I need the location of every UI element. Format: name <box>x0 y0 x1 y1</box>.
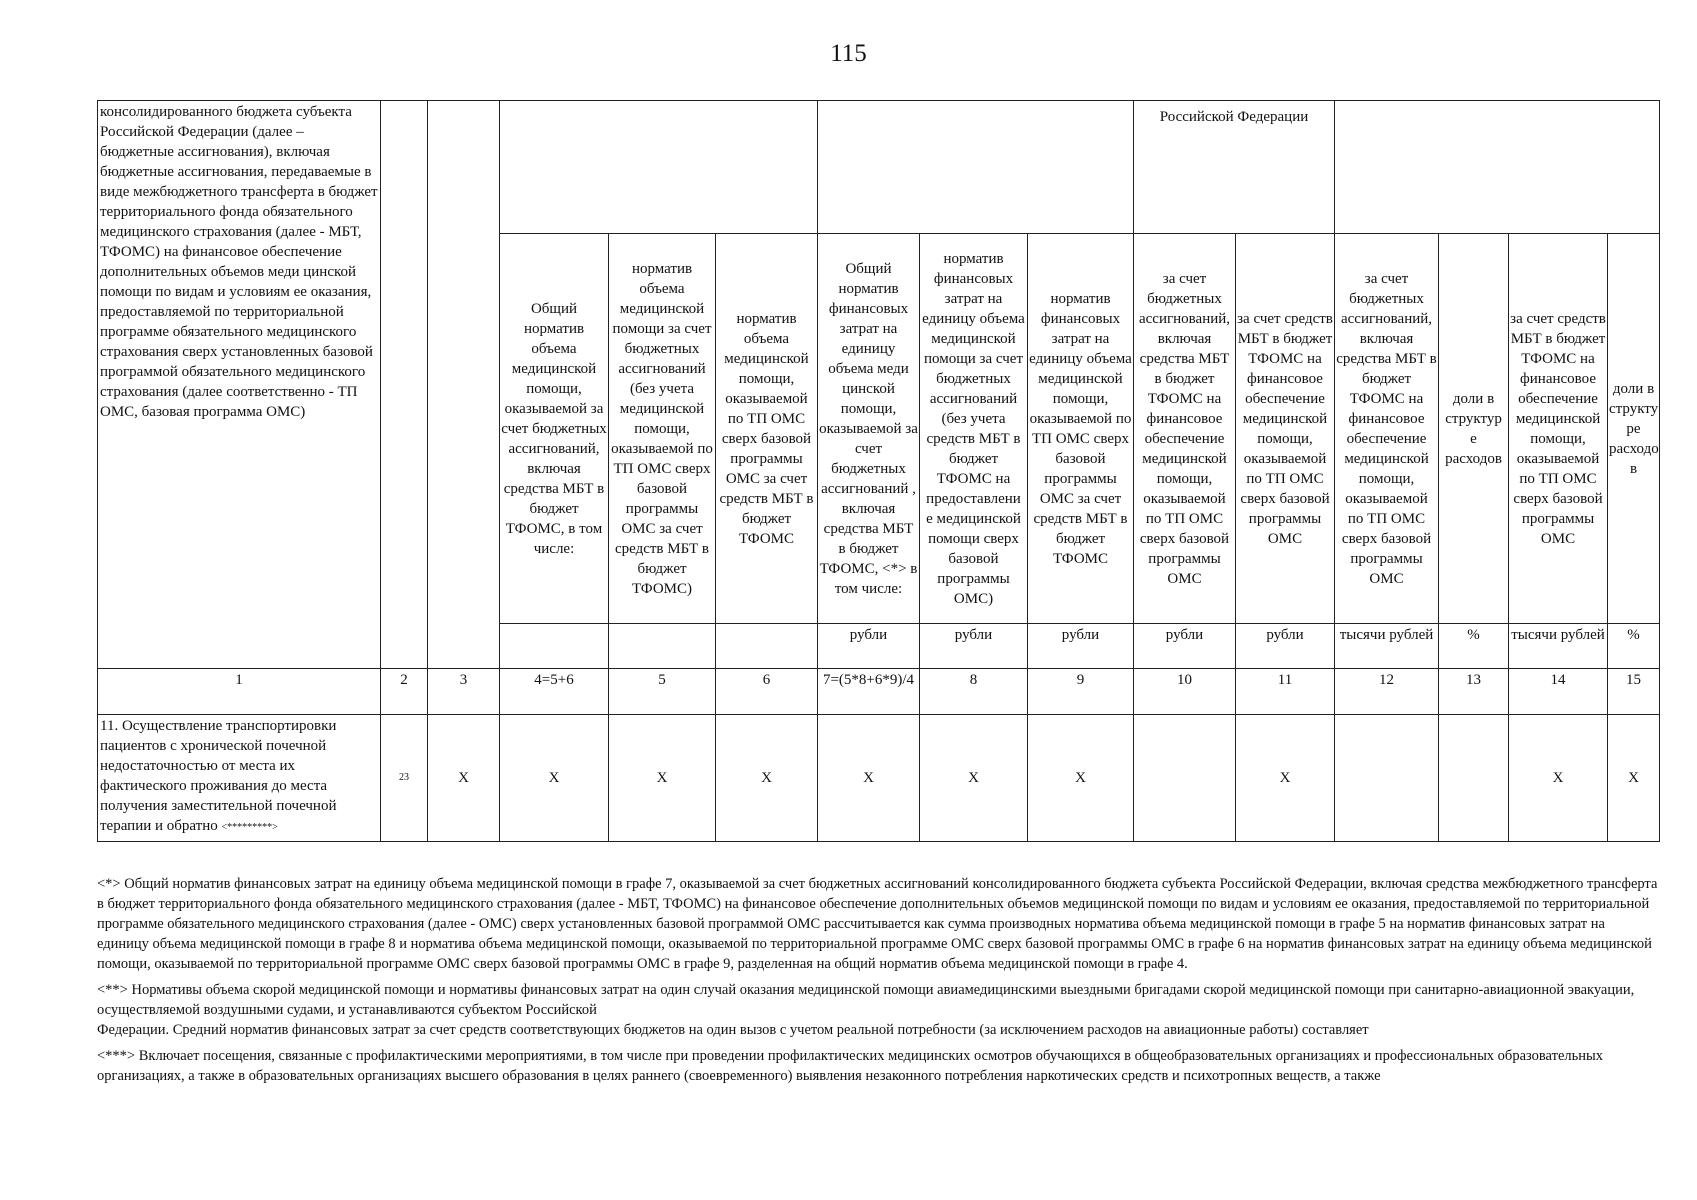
unit-cell-8: рубли <box>920 624 1028 669</box>
footnote-2-continuation: Федерации. Средний норматив финансовых затрат за счет средств соответствующих бюджетов на один вызов с учетом реальной потребности (за исключением расходов на авиационные работы) составляет <box>97 1022 1369 1038</box>
col-number-15: 15 <box>1608 669 1660 715</box>
col-header-9: норматив финансовых затрат на единицу объема медицинской помощи, оказываемой по ТП ОМС сверх базовой программы ОМС за счет средств МБТ в бюджет ТФОМС <box>1028 234 1134 624</box>
group-header-volume <box>500 101 818 234</box>
data-row-label <box>98 715 381 842</box>
unit-cell-11: рубли <box>1236 624 1335 669</box>
data-cell-12 <box>1335 715 1439 842</box>
data-cell-5: X <box>609 715 716 842</box>
col-number-12: 12 <box>1335 669 1439 715</box>
group-header-rf: Российской Федерации <box>1134 101 1335 234</box>
unit-cell-13: % <box>1439 624 1509 669</box>
data-cell-14: X <box>1509 715 1608 842</box>
data-cell-3: X <box>428 715 500 842</box>
col-number-13: 13 <box>1439 669 1509 715</box>
col-number-9: 9 <box>1028 669 1134 715</box>
col-header-4: Общий норматив объема медицинской помощи, оказываемой за счет бюджетных ассигнований, включая средства МБТ в бюджет ТФОМС, в том числе: <box>500 234 609 624</box>
data-cell-8: X <box>920 715 1028 842</box>
data-cell-15: X <box>1608 715 1660 842</box>
unit-cell-12: тысячи рублей <box>1335 624 1439 669</box>
col-number-2: 2 <box>381 669 428 715</box>
group-header-structure <box>1335 101 1660 234</box>
col-number-4: 4=5+6 <box>500 669 609 715</box>
footnote-3: <***> Включает посещения, связанные с профилактическими мероприятиями, в том числе при проведении профилактических медицинских осмотров обучающихся в общеобразовательных организациях и профессиональных образовательных организациях, а также в образовательных организациях высшего образования в целях раннего (своевременного) выявления незаконного потребления наркотических средств и психотропных веществ, а также <box>97 1048 1603 1084</box>
col-header-8: норматив финансовых затрат на единицу объема медицинской помощи за счет бюджетных ассигнований (без учета средств МБТ в бюджет ТФОМС на предоставлени е медицинской помощи сверх базовой программы ОМС) <box>920 234 1028 624</box>
col-header-15: доли в структу ре расходо в <box>1608 234 1660 624</box>
data-cell-7: X <box>818 715 920 842</box>
unit-cell-7: рубли <box>818 624 920 669</box>
data-row-label-note: <*********> <box>221 822 278 833</box>
col-header-12: за счет бюджетных ассигнований, включая средства МБТ в бюджет ТФОМС на финансовое обеспечение медицинской помощи, оказываемой по ТП ОМС сверх базовой программы ОМС <box>1335 234 1439 624</box>
footnotes <box>97 874 1659 1092</box>
unit-cell-4 <box>500 624 609 669</box>
normative-table <box>97 100 1660 842</box>
footnote-1: <*> Общий норматив финансовых затрат на единицу объема медицинской помощи в графе 7, оказываемой за счет бюджетных ассигнований консолидированного бюджета субъекта Российской Федерации, включая средства межбюджетного трансферта в бюджет территориального фонда обязательного медицинского страхования (далее - МБТ, ТФОМС) на финансовое обеспечение дополнительных объемов медицинской помощи по видам и условиям ее оказания, предоставляемой по территориальной программе обязательного медицинского страхования (далее - ОМС) сверх установленных базовой программой ОМС рассчитывается как сумма производных норматива объема медицинской помощи в графе 5 на норматив финансовых затрат на единицу объема медицинской помощи в графе 8 и норматива объема медицинской помощи, оказываемой по территориальной программе ОМС сверх базовой программы ОМС в графе 6 на норматив финансовых затрат на единицу объема медицинской помощи, оказываемой по территориальной программе ОМС сверх базовой программы ОМС в графе 9, разделенная на общий норматив объема медицинской помощи в графе 4. <box>97 876 1658 972</box>
col-number-14: 14 <box>1509 669 1608 715</box>
unit-cell-5 <box>609 624 716 669</box>
col-number-5: 5 <box>609 669 716 715</box>
data-cell-9: X <box>1028 715 1134 842</box>
data-cell-10 <box>1134 715 1236 842</box>
data-cell-2: 23 <box>381 715 428 842</box>
data-cell-6: X <box>716 715 818 842</box>
header-col-2 <box>381 101 428 669</box>
unit-cell-14: тысячи рублей <box>1509 624 1608 669</box>
data-cell-4: X <box>500 715 609 842</box>
data-row-label-text: 11. Осуществление транспортировки пациентов с хронической почечной недостаточностью от места их фактического проживания до места получения заместительной почечной терапии и обратно <box>100 718 337 834</box>
row-label-header: консолидированного бюджета субъекта Российской Федерации (далее – бюджетные ассигнования), включая бюджетные ассигнования, передаваемые в виде межбюджетного трансферта в бюджет территориального фонда обязательного медицинского страхования (далее - МБТ, ТФОМС) на финансовое обеспечение дополнительных объемов меди цинской помощи по видам и условиям ее оказания, предоставляемой по территориальной программе обязательного медицинского страхования сверх установленных базовой программой обязательного медицинского страхования (далее соответственно - ТП ОМС, базовая программа ОМС) <box>98 101 381 669</box>
col-number-6: 6 <box>716 669 818 715</box>
col-header-10: за счет бюджетных ассигнований, включая средства МБТ в бюджет ТФОМС на финансовое обеспечение медицинской помощи, оказываемой по ТП ОМС сверх базовой программы ОМС <box>1134 234 1236 624</box>
col-number-10: 10 <box>1134 669 1236 715</box>
col-number-3: 3 <box>428 669 500 715</box>
unit-cell-15: % <box>1608 624 1660 669</box>
col-header-5: норматив объема медицинской помощи за счет бюджетных ассигнований (без учета медицинской помощи, оказываемой по ТП ОМС сверх базовой программы ОМС за счет средств МБТ в бюджет ТФОМС) <box>609 234 716 624</box>
group-header-cost <box>818 101 1134 234</box>
unit-cell-9: рубли <box>1028 624 1134 669</box>
data-cell-11: X <box>1236 715 1335 842</box>
col-header-6: норматив объема медицинской помощи, оказываемой по ТП ОМС сверх базовой программы ОМС за счет средств МБТ в бюджет ТФОМС <box>716 234 818 624</box>
page-number: 115 <box>830 40 867 67</box>
col-header-11: за счет средств МБТ в бюджет ТФОМС на финансовое обеспечение медицинской помощи, оказываемой по ТП ОМС сверх базовой программы ОМС <box>1236 234 1335 624</box>
unit-cell-10: рубли <box>1134 624 1236 669</box>
header-col-3 <box>428 101 500 669</box>
col-header-14: за счет средств МБТ в бюджет ТФОМС на финансовое обеспечение медицинской помощи, оказываемой по ТП ОМС сверх базовой программы ОМС <box>1509 234 1608 624</box>
footnote-2: <**> Нормативы объема скорой медицинской помощи и нормативы финансовых затрат на один случай оказания медицинской помощи авиамедицинскими выездными бригадами скорой медицинской помощи при санитарно-авиационной эвакуации, осуществляемой воздушными судами, и устанавливаются субъектом Российской <box>97 982 1635 1018</box>
data-cell-13 <box>1439 715 1509 842</box>
col-number-8: 8 <box>920 669 1028 715</box>
col-number-1: 1 <box>98 669 381 715</box>
col-header-7: Общий норматив финансовых затрат на единицу объема меди цинской помощи, оказываемой за счет бюджетных ассигнований , включая средства МБТ в бюджет ТФОМС, <*> в том числе: <box>818 234 920 624</box>
col-number-7: 7=(5*8+6*9)/4 <box>818 669 920 715</box>
col-number-11: 11 <box>1236 669 1335 715</box>
unit-cell-6 <box>716 624 818 669</box>
col-header-13: доли в структур е расходов <box>1439 234 1509 624</box>
